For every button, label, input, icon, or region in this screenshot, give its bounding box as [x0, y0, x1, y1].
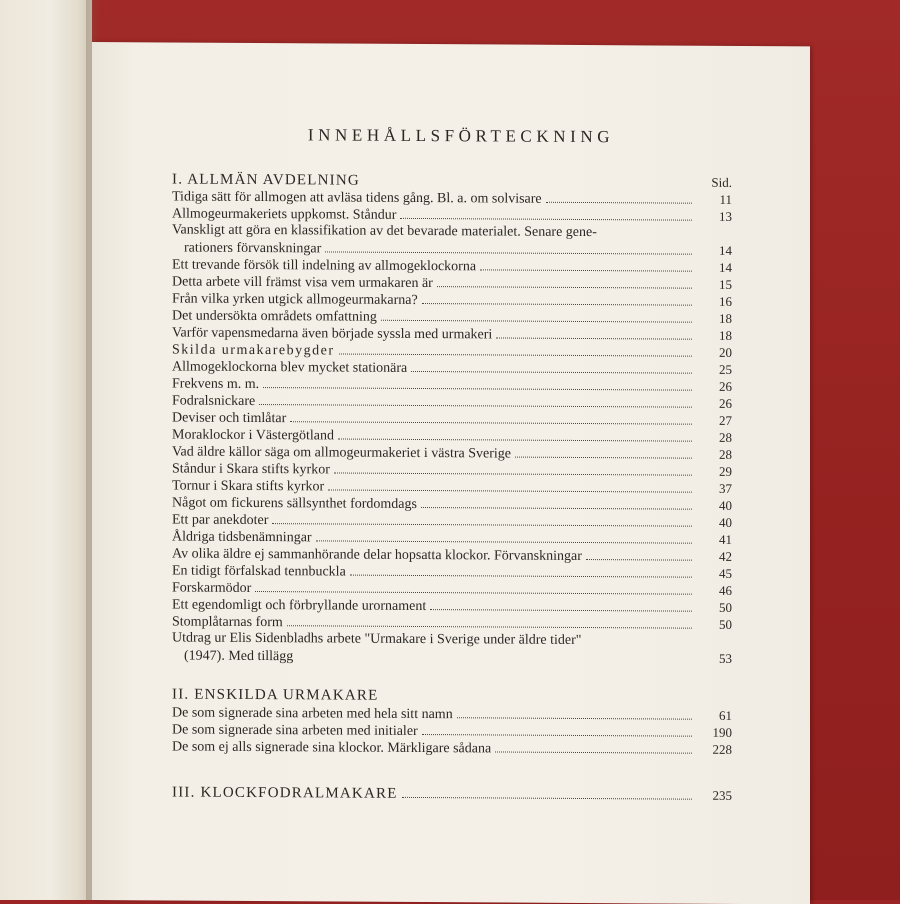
leader-dots: [259, 403, 692, 408]
list-item: [172, 408, 732, 428]
entry-page: 15: [719, 276, 732, 292]
entry-page: 50: [719, 599, 732, 615]
entry-page: 26: [719, 378, 732, 394]
list-item: [172, 187, 732, 207]
entry-title-continued: rationers förvanskningar: [184, 240, 322, 257]
section-2-heading: II. ENSKILDA URMAKARE: [172, 686, 379, 704]
entry-page: 190: [712, 724, 732, 740]
book-page: [92, 42, 810, 904]
entry-title: De som ej alls signerade sina klockor. Märkligare sådana: [172, 739, 492, 757]
entry-title: Moraklockor i Västergötland: [172, 427, 335, 444]
entry-title: Vanskligt att göra en klassifikation av det bevarade materialet. Senare gene-: [172, 222, 597, 241]
entry-title: Fodralsnickare: [172, 393, 256, 409]
entry-page: 13: [719, 208, 732, 224]
entry-page: 16: [719, 293, 732, 309]
leader-dots: [402, 796, 692, 800]
leader-dots: [339, 353, 692, 357]
entry-page: 228: [712, 741, 732, 757]
entry-page: 40: [719, 514, 732, 530]
entry-title: Forskarmödor: [172, 580, 252, 596]
section-heading: [172, 686, 732, 706]
leader-dots: [457, 716, 692, 719]
leader-dots: [515, 456, 692, 459]
entry-page: 37: [719, 480, 732, 496]
entry-page: 46: [719, 582, 732, 598]
leader-dots: [430, 608, 692, 612]
entry-page: 41: [719, 531, 732, 547]
entry-title: Tornur i Skara stifts kyrkor: [172, 478, 325, 495]
entry-title: Från vilka yrken utgick allmogeurmakarna?: [172, 291, 418, 308]
section-3: [172, 783, 732, 803]
page-column-label: Sid.: [711, 174, 732, 190]
list-item: [172, 374, 732, 394]
entry-page: 11: [719, 191, 732, 207]
list-item: [172, 510, 732, 530]
leader-dots: [422, 733, 692, 737]
entry-title: Åldriga tidsbenämningar: [172, 529, 312, 546]
list-item: [172, 527, 732, 547]
entry-title: Allmogeurmakeriets uppkomst. Ståndur: [172, 206, 397, 223]
leader-dots: [255, 590, 692, 595]
entry-title: Detta arbete vill främst visa vem urmakaren är: [172, 274, 433, 292]
entry-page: 28: [719, 446, 732, 462]
entry-title: Ett egendomligt och förbryllande urornament: [172, 597, 427, 615]
entry-page: 20: [719, 344, 732, 360]
section-heading: [172, 170, 732, 190]
list-item: [172, 493, 732, 513]
list-item: [172, 323, 732, 343]
leader-dots: [263, 386, 692, 391]
entry-title: Det undersökta områdets omfattning: [172, 308, 377, 325]
entry-page: 235: [712, 787, 732, 803]
leader-dots: [350, 574, 692, 578]
leader-dots: [316, 539, 692, 543]
list-item: [172, 442, 732, 462]
leader-dots: [287, 624, 692, 628]
leader-dots: [480, 268, 692, 271]
entry-title: Ståndur i Skara stifts kyrkor: [172, 461, 330, 478]
list-item: [172, 476, 732, 496]
leader-dots: [272, 522, 692, 527]
list-item: [172, 425, 732, 445]
leader-dots: [400, 217, 692, 221]
leader-dots: [411, 370, 692, 374]
entry-title: De som signerade sina arbeten med initialer: [172, 722, 418, 739]
leader-dots: [422, 302, 692, 306]
entry-title: Frekvens m. m.: [172, 376, 260, 393]
leader-dots: [546, 201, 692, 204]
section-3-heading: III. KLOCKFODRALMAKARE: [172, 784, 398, 802]
entry-page: 18: [719, 310, 732, 326]
entry-title-continued: (1947). Med tillägg: [184, 648, 294, 665]
leader-space: [297, 659, 692, 662]
entry-title: Något om fickurens sällsynthet fordomdags: [172, 495, 417, 512]
list-item: [172, 289, 732, 309]
entry-page: 27: [719, 412, 732, 428]
list-item: [172, 340, 732, 360]
list-item: [172, 357, 732, 377]
list-item: [172, 783, 732, 803]
list-item: [172, 306, 732, 326]
entry-page: 42: [719, 548, 732, 564]
entry-title: Tidiga sätt för allmogen att avläsa tidens gång. Bl. a. om solvisare: [172, 189, 542, 207]
leader-dots: [496, 336, 692, 339]
page-title: INNEHÅLLSFÖRTECKNING: [307, 125, 615, 147]
section-1: [172, 170, 732, 666]
section-2: [172, 686, 732, 757]
entry-page: 40: [719, 497, 732, 513]
entry-page: 61: [719, 707, 732, 723]
list-item: [172, 272, 732, 292]
list-item: [172, 703, 732, 723]
entry-page: 29: [719, 463, 732, 479]
entry-page: 25: [719, 361, 732, 377]
entry-page: 45: [719, 565, 732, 581]
entry-title: De som signerade sina arbeten med hela sitt namn: [172, 705, 453, 723]
leader-dots: [586, 558, 692, 561]
leader-dots: [495, 750, 692, 753]
entry-title: Allmogeklockorna blev mycket stationära: [172, 359, 408, 376]
list-item: [172, 595, 732, 615]
list-item: [172, 544, 732, 564]
leader-dots: [325, 250, 692, 254]
list-item: [172, 255, 732, 275]
list-item: [172, 561, 732, 581]
entry-title: Skilda urmakarebygder: [172, 342, 335, 359]
leader-dots: [328, 488, 692, 492]
entry-title: Deviser och timlåtar: [172, 410, 287, 427]
table-of-contents: [172, 124, 732, 803]
leader-dots: [421, 506, 692, 510]
entry-page: 50: [719, 616, 732, 632]
entry-title: Av olika äldre ej sammanhörande delar hopsatta klockor. Förvanskningar: [172, 546, 582, 564]
entry-page: 26: [719, 395, 732, 411]
entry-title: En tidigt förfalskad tennbuckla: [172, 563, 346, 580]
entry-page: 18: [719, 327, 732, 343]
leader-dots: [381, 319, 692, 323]
section-1-heading: I. ALLMÄN AVDELNING: [172, 171, 360, 189]
list-item: [172, 737, 732, 757]
entry-title: Utdrag ur Elis Sidenbladhs arbete "Urmakare i Sverige under äldre tider": [172, 630, 582, 648]
entry-title: Ett trevande försök till indelning av allmogeklockorna: [172, 257, 477, 275]
list-item: [172, 459, 732, 479]
leader-dots: [290, 420, 692, 424]
leader-dots: [338, 438, 692, 442]
left-page-edge: [0, 0, 92, 900]
entry-page: 14: [719, 259, 732, 275]
entry-title: Vad äldre källor säga om allmogeurmakeriet i västra Sverige: [172, 444, 511, 462]
entry-title: Varför vapensmedarna även började syssla med urmakeri: [172, 325, 493, 343]
entry-page: 53: [719, 650, 732, 666]
entry-page: 28: [719, 429, 732, 445]
entry-page: 14: [719, 242, 732, 258]
entry-title: Ett par anekdoter: [172, 512, 269, 529]
entry-title: Stomplåtarnas form: [172, 614, 283, 631]
list-item: [172, 720, 732, 740]
leader-dots: [334, 471, 692, 475]
list-item: [172, 221, 732, 258]
list-item: [172, 629, 732, 666]
leader-dots: [437, 285, 692, 289]
